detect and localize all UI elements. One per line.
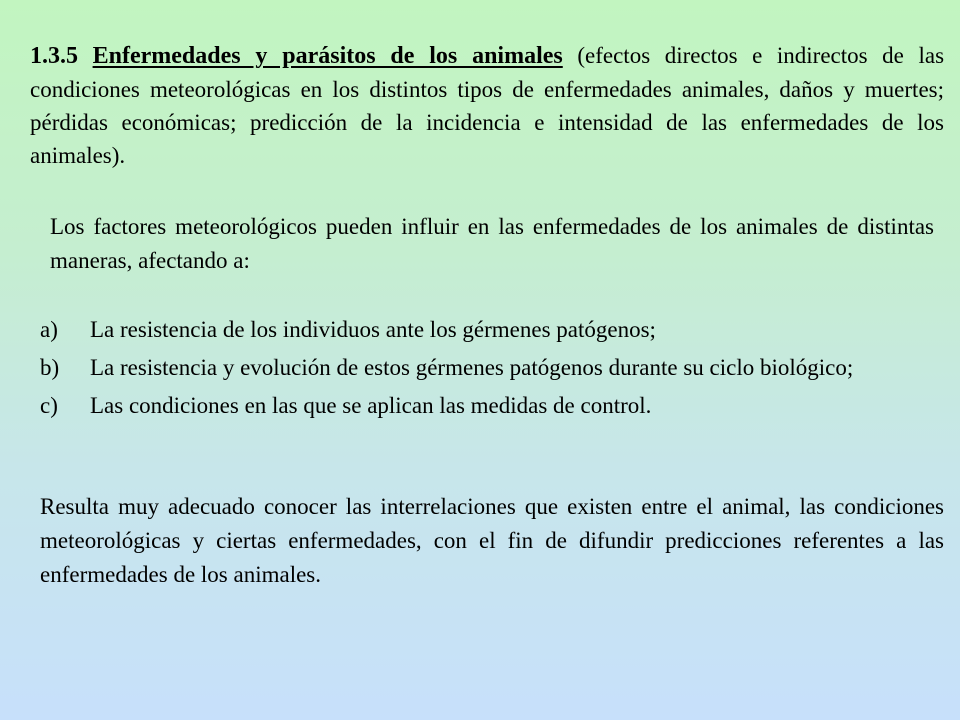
list-marker: b) xyxy=(40,355,60,380)
section-number: 1.3.5 xyxy=(30,43,78,69)
list-marker: a) xyxy=(40,317,58,342)
list-item xyxy=(40,351,948,384)
section-description: (efectos directos e indirectos de las condiciones meteorológicas en los distintos tipos de enfermedades animales, daños y muertes; pérdidas económicas; predicción de la incidencia e intensidad de las enfermedades de los animales). xyxy=(30,43,945,168)
list-item xyxy=(40,389,948,422)
closing-paragraph: Resulta muy adecuado conocer las interrelaciones que existen entre el animal, las condiciones meteorológicas y ciertas enfermedades, con el fin de difundir predicciones referentes a las enfermedades de los animales. xyxy=(40,494,944,587)
factor-list xyxy=(40,313,948,427)
list-marker: c) xyxy=(40,393,58,418)
section-heading xyxy=(30,39,944,172)
intro-paragraph: Los factores meteorológicos pueden influir en las enfermedades de los animales de distintas maneras, afectando a: xyxy=(50,214,934,273)
list-item-text: Las condiciones en las que se aplican las medidas de control. xyxy=(90,393,652,418)
list-item-text: La resistencia de los individuos ante los gérmenes patógenos; xyxy=(90,317,656,342)
section-title: Enfermedades y parásitos de los animales xyxy=(92,43,563,69)
list-item-text: La resistencia y evolución de estos gérmenes patógenos durante su ciclo biológico; xyxy=(90,355,854,380)
list-item xyxy=(40,313,948,346)
